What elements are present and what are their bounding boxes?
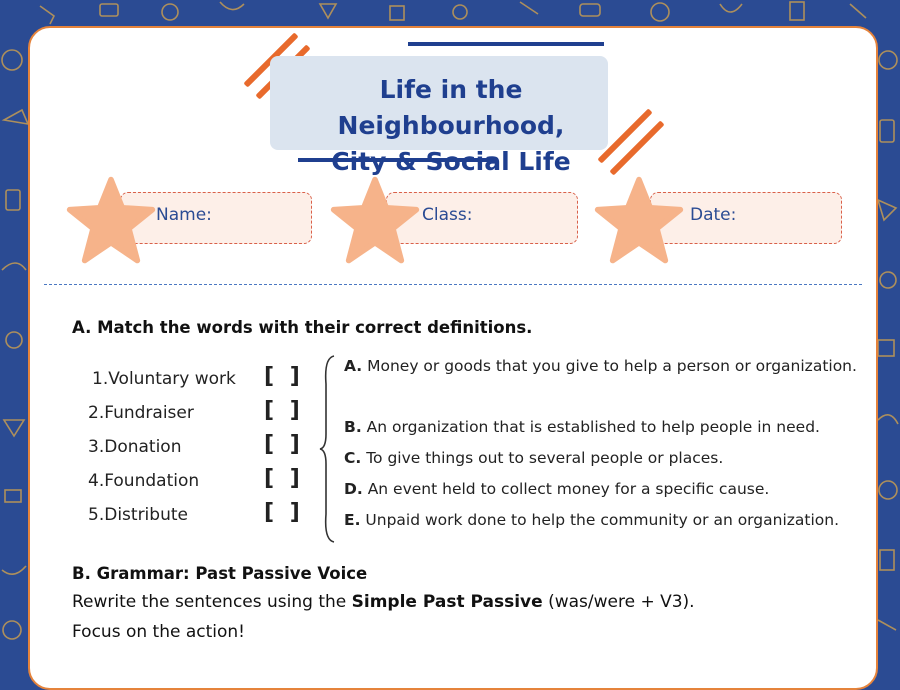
- star-icon: [328, 174, 422, 268]
- section-b-heading: B. Grammar: Past Passive Voice: [72, 564, 368, 583]
- section-divider: [44, 284, 862, 285]
- word-item: 4.Foundation: [88, 471, 200, 491]
- word-item: 3.Donation: [88, 437, 182, 457]
- definition-b: B. An organization that is established to help people in need.: [344, 418, 820, 436]
- date-label: Date:: [690, 205, 737, 225]
- star-icon: [64, 174, 158, 268]
- section-a-heading: A. Match the words with their correct definitions.: [72, 318, 533, 337]
- definition-c: C. To give things out to several people or places.: [344, 449, 724, 467]
- section-b-instruction: Rewrite the sentences using the Simple Past Passive (was/were + V3).: [72, 592, 695, 612]
- section-b-instruction-line2: Focus on the action!: [72, 622, 245, 642]
- worksheet-sheet: [28, 26, 878, 690]
- word-item: 2.Fundraiser: [88, 403, 194, 423]
- title-line-2: City & Social Life: [331, 147, 571, 176]
- word-item: 1.Voluntary work: [92, 369, 236, 389]
- definition-d: D. An event held to collect money for a specific cause.: [344, 480, 770, 498]
- worksheet-title: [268, 72, 634, 180]
- name-label: Name:: [156, 205, 212, 225]
- word-item: 5.Distribute: [88, 505, 188, 525]
- answer-bracket[interactable]: [ ]: [264, 364, 304, 389]
- answer-bracket[interactable]: [ ]: [264, 398, 304, 423]
- title-top-rule: [408, 42, 604, 46]
- answer-bracket[interactable]: [ ]: [264, 466, 304, 491]
- answer-bracket[interactable]: [ ]: [264, 500, 304, 525]
- star-icon: [592, 174, 686, 268]
- class-label: Class:: [422, 205, 473, 225]
- definition-a: A. Money or goods that you give to help a person or organization.: [344, 357, 857, 375]
- title-line-1: Life in the Neighbourhood,: [337, 75, 565, 140]
- answer-bracket[interactable]: [ ]: [264, 432, 304, 457]
- definition-e: E. Unpaid work done to help the community or an organization.: [344, 511, 839, 529]
- curly-brace-icon: [318, 354, 338, 544]
